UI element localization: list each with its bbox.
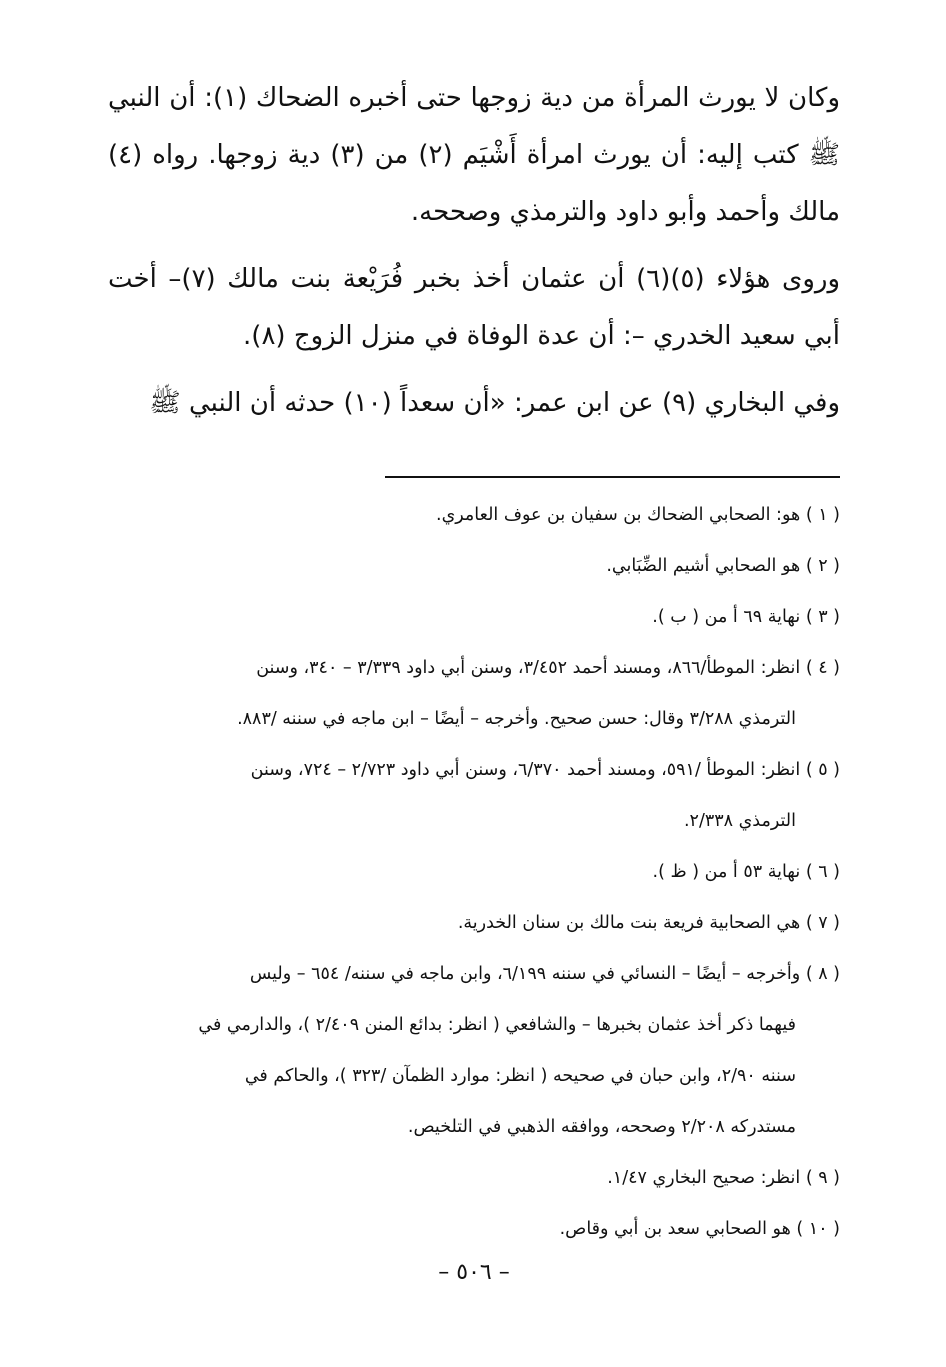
footnotes xyxy=(108,490,840,1255)
footnote-text: انظر: الموطأ /٥٩١، ومسند أحمد ٦/٣٧٠، وسنن أبي داود ٢/٧٢٣ – ٧٢٤، وسنن xyxy=(250,760,801,780)
footnote-text: هو: الصحابي الضحاك بن سفيان بن عوف العامري. xyxy=(436,505,801,525)
main-text xyxy=(108,70,840,432)
footnote-4 xyxy=(108,643,840,745)
footnote-number: ( ١ ) xyxy=(805,505,840,525)
paragraph-3: وفي البخاري (٩) عن ابن عمر: «أن سعداً (١٠) حدثه أن النبي ﷺ xyxy=(149,388,840,418)
footnote-9 xyxy=(108,1153,840,1204)
footnote-5 xyxy=(108,745,840,847)
footnote-2 xyxy=(108,541,840,592)
footnote-text: هي الصحابية فريعة بنت مالك بن سنان الخدرية. xyxy=(457,913,801,933)
footnote-text-continued: الترمذي ٢/٣٣٨. xyxy=(683,811,796,831)
footnote-text: هو الصحابي سعد بن أبي وقاص. xyxy=(559,1219,791,1239)
footnote-number: ( ١٠ ) xyxy=(796,1219,840,1239)
paragraph-2: وروى هؤلاء (٥)(٦) أن عثمان أخذ بخبر فُرَيْعة بنت مالك (٧)– أخت أبي سعيد الخدري –: أن عدة الوفاة في منزل الزوج (٨). xyxy=(108,264,840,351)
footnote-10 xyxy=(108,1204,840,1255)
footnote-text: انظر: صحيح البخاري ١/٤٧. xyxy=(607,1168,801,1188)
footnote-text: نهاية ٦٩ أ من ( ب ). xyxy=(652,607,801,627)
footnote-number: ( ٧ ) xyxy=(805,913,840,933)
footnote-text-continued: سننه ٢/٩٠، وابن حبان في صحيحه ( انظر: موارد الظمآن /٣٢٣ )، والحاكم في xyxy=(244,1066,796,1086)
footnote-text-continued: الترمذي ٣/٢٨٨ وقال: حسن صحيح. وأخرجه – أيضًا – ابن ماجه في سننه /٨٨٣. xyxy=(237,709,796,729)
footnote-text: انظر: الموطأ/٨٦٦، ومسند أحمد ٣/٤٥٢، وسنن أبي داود ٣/٣٣٩ – ٣٤٠، وسنن xyxy=(256,658,801,678)
footnote-8 xyxy=(108,949,840,1153)
footnote-number: ( ٣ ) xyxy=(805,607,840,627)
footnote-text-continued: مستدركه ٢/٢٠٨ وصححه، ووافقه الذهبي في التلخيص. xyxy=(407,1117,796,1137)
footnote-number: ( ٢ ) xyxy=(805,556,840,576)
footnote-number: ( ٨ ) xyxy=(805,964,840,984)
footnote-3 xyxy=(108,592,840,643)
footnote-text: هو الصحابي أشيم الضِّبَابي. xyxy=(606,556,801,576)
footnote-6 xyxy=(108,847,840,898)
footnote-separator xyxy=(385,476,840,478)
footnote-1 xyxy=(108,490,840,541)
footnote-number: ( ٦ ) xyxy=(805,862,840,882)
page-number: – ٥٠٦ – xyxy=(438,1260,510,1285)
footnote-number: ( ٤ ) xyxy=(805,658,840,678)
footnote-number: ( ٥ ) xyxy=(805,760,840,780)
footnote-number: ( ٩ ) xyxy=(805,1168,840,1188)
paragraph-1: وكان لا يورث المرأة من دية زوجها حتى أخبره الضحاك (١): أن النبي ﷺ كتب إليه: أن يورث امرأة أَشْيَم (٢) من (٣) دية زوجها. رواه (٤) مالك وأحمد وأبو داود والترمذي وصححه. xyxy=(108,83,840,227)
footnote-text: وأخرجه – أيضًا – النسائي في سننه ٦/١٩٩، وابن ماجه في سننه/ ٦٥٤ – وليس xyxy=(249,964,801,984)
footnote-text: نهاية ٥٣ أ من ( ظ ). xyxy=(652,862,801,882)
book-page xyxy=(108,70,840,1310)
footnote-7 xyxy=(108,898,840,949)
footnote-text-continued: فيهما ذكر أخذ عثمان بخبرها – والشافعي ( انظر: بدائع المنن ٢/٤٠٩ )، والدارمي في xyxy=(198,1015,796,1035)
